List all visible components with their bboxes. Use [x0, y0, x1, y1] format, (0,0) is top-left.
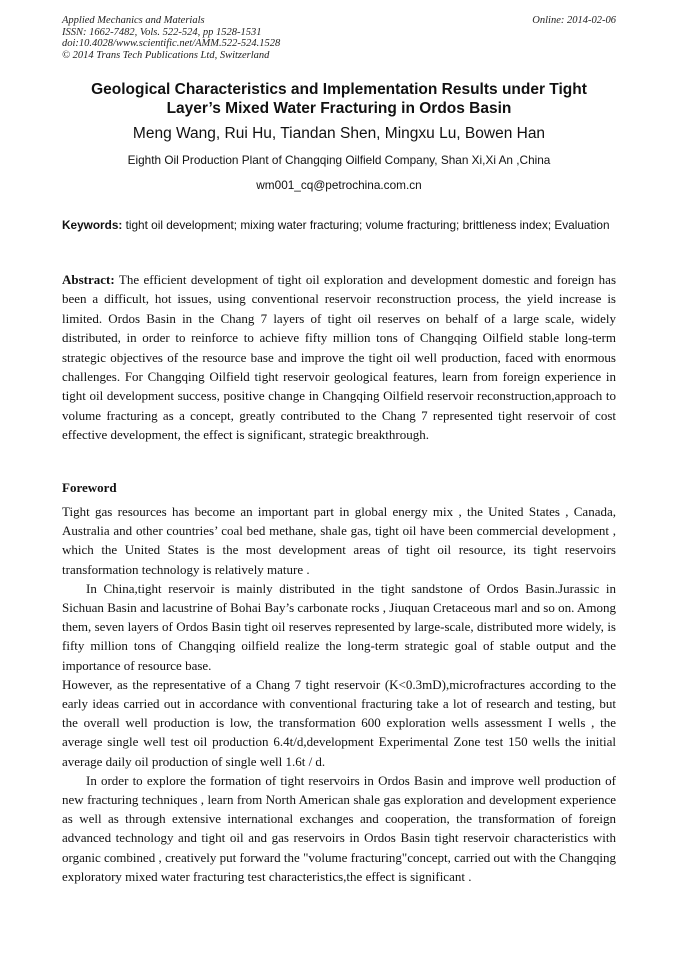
abstract-text: The efficient development of tight oil exploration and development domestic and foreign has been a difficult, hot issues, using conventional reservoir reconstruction process, the yield increase is limited. Ordos Basin in the Chang 7 layers of tight oil reserves on behalf of a large scale, widely distributed, in order to reinforce to achieve fifty million tons of Changqing Oilfield stable long-term strategic objectives of the resource base and improve the tight oil well production, faced with enormous challenges. For Changqing Oilfield tight reservoir geological features, learn from foreign experience in tight oil development success, positive change in Changqing Oilfield reservoir reconstruction,approach to volume fracturing as a concept, greatly contributed to the Chang 7 represented tight reservoir of cost effective development, the effect is significant, strategic breakthrough.: [62, 272, 616, 443]
issn-line: ISSN: 1662-7482, Vols. 522-524, pp 1528-1531: [62, 26, 262, 38]
online-date: Online: 2014-02-06: [532, 15, 616, 26]
foreword-paragraph: In China,tight reservoir is mainly distributed in the tight sandstone of Ordos Basin.Jurassic in Sichuan Basin and lacustrine of Bohai Bay’s carbonate rocks , Jiuquan Cretaceous marl and so on. Among them, seven layers of Ordos Basin tight oil reserves represented by large-scale, distributed more widely, is fifty million tons of Changqing oilfield realize the long-term strategic goal of stable output and the importance of resource base.: [62, 580, 616, 673]
keywords-text: tight oil development; mixing water fracturing; volume fracturing; brittleness index; Evaluation: [125, 218, 610, 232]
affiliation: Eighth Oil Production Plant of Changqing Oilfield Company, Shan Xi,Xi An ,China: [127, 153, 551, 167]
keywords: [62, 217, 616, 234]
abstract: [62, 270, 616, 445]
foreword-paragraph: However, as the representative of a Chang 7 tight reservoir (K<0.3mD),microfractures according to the early ideas carried out in accordance with conventional fracturing take a lot of research and testing, but the overall well production is low, the transformation 600 exploration wells assessment I wells , the average single well test oil production 6.4t/d,development Experimental Zone test 150 wells the initial average daily oil production of single well 1.6t / d.: [62, 676, 616, 769]
author-list: Meng Wang, Rui Hu, Tiandan Shen, Mingxu Lu, Bowen Han: [132, 125, 546, 142]
foreword-body: [62, 502, 616, 886]
keywords-label: Keywords:: [62, 218, 123, 232]
foreword-paragraph: Tight gas resources has become an important part in global energy mix , the United States , Canada, Australia and other countries’ coal bed methane, shale gas, tight oil have been commercial development , which the United States is the most development areas of tight oil resource, its tight reservoirs transformation technology is relatively mature .: [62, 504, 616, 577]
contact-email: wm001_cq@petrochina.com.cn: [256, 178, 422, 192]
abstract-label: Abstract:: [62, 272, 115, 287]
doi-line: doi:10.4028/www.scientific.net/AMM.522-524.1528: [62, 38, 281, 49]
foreword-paragraph: In order to explore the formation of tight reservoirs in Ordos Basin and improve well production of new fracturing techniques , learn from North American shale gas exploration and development experience as well as through extensive international exchanges and cooperation, the transformation of foreign advanced technology and tight oil and gas reservoirs in Ordos Basin tight reservoir characteristics with organic combined , creatively put forward the "volume fracturing"concept, carried out with the Changqing exploratory mixed water fracturing test characteristics,the effect is significant .: [62, 772, 616, 884]
section-heading-foreword: Foreword: [62, 480, 117, 495]
paper-title: Geological Characteristics and Implementation Results under Tight Layer’s Mixed Water Fracturing in Ordos Basin: [91, 81, 587, 117]
copyright-line: © 2014 Trans Tech Publications Ltd, Switzerland: [62, 49, 270, 61]
journal-header: [62, 15, 616, 61]
journal-name: Applied Mechanics and Materials: [62, 15, 205, 26]
